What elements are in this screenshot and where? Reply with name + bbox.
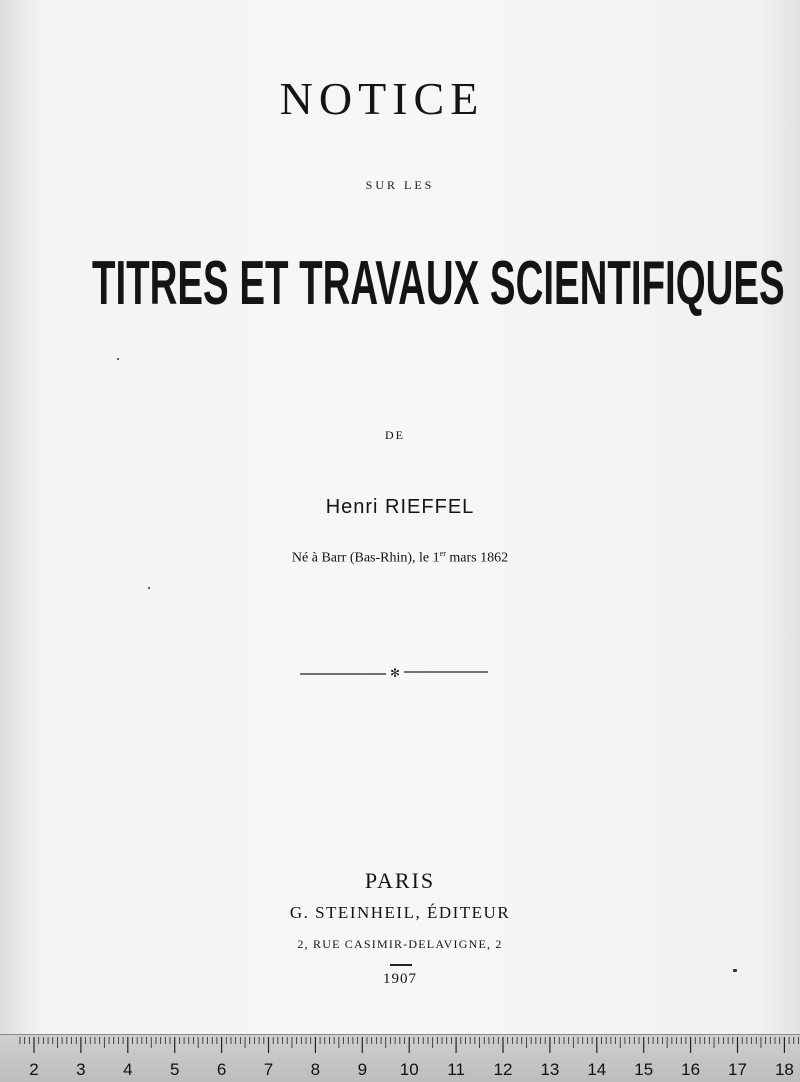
notice-heading: NOTICE	[279, 73, 485, 124]
ink-speck	[733, 969, 737, 972]
ruler-label: 16	[681, 1060, 701, 1079]
publication-year: 1907	[383, 971, 417, 987]
ruler-label: 5	[169, 1060, 180, 1079]
ruler-label: 9	[357, 1060, 368, 1079]
ruler-label: 7	[263, 1060, 274, 1079]
ruler-label: 18	[774, 1060, 794, 1079]
ruler-label: 12	[493, 1060, 513, 1079]
by-text: DE	[385, 428, 405, 442]
birth-prefix: Né à Barr (Bas-Rhin), le 1	[291, 550, 440, 566]
connector-text: SUR LES	[365, 178, 435, 192]
author-name: Henri RIEFFEL	[325, 496, 475, 518]
ruler-label: 6	[216, 1060, 227, 1079]
ink-speck	[117, 358, 119, 360]
measuring-ruler	[0, 1034, 800, 1082]
main-title: TITRES ET TRAVAUX SCIENTIFIQUES	[92, 249, 785, 318]
ink-speck	[148, 587, 150, 589]
birth-info	[240, 549, 560, 567]
ruler-label: 13	[540, 1060, 560, 1079]
ruler-label: 17	[728, 1060, 747, 1079]
birth-suffix: mars 1862	[445, 550, 509, 566]
ruler-label: 14	[587, 1060, 607, 1079]
ruler-label: 3	[76, 1060, 86, 1079]
birth-ordinal: er	[439, 549, 446, 558]
ruler-label: 4	[123, 1060, 133, 1079]
ruler-label: 2	[29, 1060, 39, 1079]
ruler-label: 8	[310, 1060, 321, 1079]
ornament-icon: ✻	[389, 666, 401, 680]
ruler-label: 11	[447, 1060, 465, 1079]
publication-city: PARIS	[364, 868, 436, 893]
publisher-address: 2, RUE CASIMIR-DELAVIGNE, 2	[297, 937, 503, 951]
year-dash	[390, 964, 412, 966]
publisher-name: G. STEINHEIL, ÉDITEUR	[289, 903, 511, 922]
ornament-divider	[300, 663, 490, 683]
ruler-label: 10	[399, 1060, 419, 1079]
ruler-label: 15	[634, 1060, 654, 1079]
